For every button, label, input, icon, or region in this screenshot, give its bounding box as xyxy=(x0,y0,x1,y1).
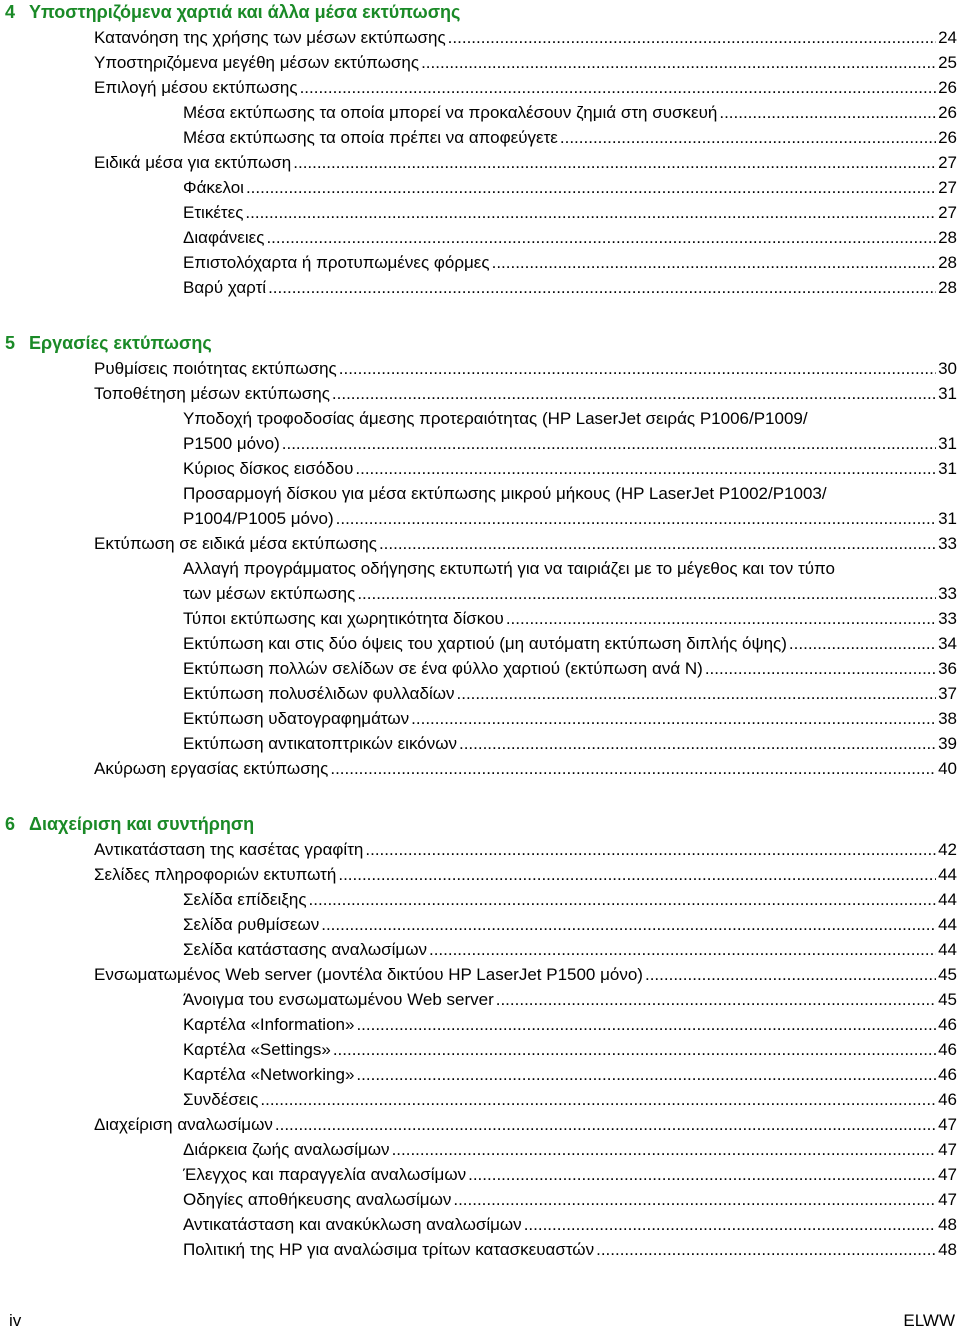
dot-leader xyxy=(421,50,936,75)
toc-entry-first-line[interactable]: Αλλαγή προγράμματος οδήγησης εκτυπωτή για να ταιριάζει με το μέγεθος και τον τύπο xyxy=(183,558,835,578)
toc-entry[interactable] xyxy=(0,606,960,631)
dot-leader xyxy=(645,962,936,987)
dot-leader xyxy=(355,456,936,481)
toc-entry-first-line[interactable]: Προσαρμογή δίσκου για μέσα εκτύπωσης μικρού μήκους (HP LaserJet P1002/P1003/ xyxy=(183,483,827,503)
toc-entry-page-number: 38 xyxy=(938,709,957,728)
dot-leader xyxy=(789,631,936,656)
dot-leader xyxy=(379,531,936,556)
toc-entry[interactable] xyxy=(0,887,960,912)
chapter-number: 5 xyxy=(5,333,16,353)
toc-entry[interactable] xyxy=(0,125,960,150)
dot-leader xyxy=(468,1162,936,1187)
toc-entry-page-number: 26 xyxy=(938,128,957,147)
toc-entry[interactable] xyxy=(0,631,960,656)
chapter-heading[interactable] xyxy=(0,0,960,25)
toc-entry-label: Εκτύπωση πολλών σελίδων σε ένα φύλλο χαρτιού (εκτύπωση ανά Ν) xyxy=(183,659,703,678)
dot-leader xyxy=(330,756,936,781)
toc-entry[interactable] xyxy=(0,431,960,456)
chapter-6 xyxy=(0,812,960,1262)
toc-entry[interactable] xyxy=(0,200,960,225)
dot-leader xyxy=(293,150,936,175)
dot-leader xyxy=(339,356,936,381)
dot-leader xyxy=(356,1012,936,1037)
dot-leader xyxy=(719,100,936,125)
chapter-title: Εργασίες εκτύπωσης xyxy=(29,333,212,353)
toc-entry[interactable] xyxy=(0,275,960,300)
toc-entry-page-number: 34 xyxy=(938,634,957,653)
toc-entry[interactable] xyxy=(0,987,960,1012)
chapter-number: 6 xyxy=(5,814,16,834)
toc-entry-page-number: 28 xyxy=(938,278,957,297)
toc-entry[interactable] xyxy=(0,681,960,706)
toc-entry[interactable] xyxy=(0,356,960,381)
toc-entry[interactable] xyxy=(0,756,960,781)
toc-entry-page-number: 37 xyxy=(938,684,957,703)
toc-entry-page-number: 28 xyxy=(938,228,957,247)
dot-leader xyxy=(266,225,936,250)
toc-entry[interactable] xyxy=(0,50,960,75)
toc-entry-label: Καρτέλα «Information» xyxy=(183,1015,355,1034)
toc-entry[interactable] xyxy=(0,1087,960,1112)
toc-entry-page-number: 45 xyxy=(938,965,957,984)
toc-entry-label: Φάκελοι xyxy=(183,178,244,197)
toc-entry-label: Μέσα εκτύπωσης τα οποία μπορεί να προκαλέσουν ζημιά στη συσκευή xyxy=(183,103,718,122)
toc-entry-label: Εκτύπωση υδατογραφημάτων xyxy=(183,709,410,728)
toc-entry[interactable] xyxy=(0,100,960,125)
toc-entry[interactable] xyxy=(0,1187,960,1212)
footer-page-label: iv xyxy=(9,1310,22,1330)
toc-entry-page-number: 27 xyxy=(938,153,957,172)
toc-entry-page-number: 47 xyxy=(938,1190,957,1209)
toc-entry-label: Διάρκεια ζωής αναλωσίμων xyxy=(183,1140,390,1159)
toc-entry-label: Καρτέλα «Networking» xyxy=(183,1065,355,1084)
toc-entry-label: Οδηγίες αποθήκευσης αναλωσίμων xyxy=(183,1190,452,1209)
toc-entry-label: Καρτέλα «Settings» xyxy=(183,1040,331,1059)
toc-entry-page-number: 42 xyxy=(938,840,957,859)
toc-entry[interactable] xyxy=(0,1037,960,1062)
toc-entry-label: Ετικέτες xyxy=(183,203,244,222)
toc-entry[interactable] xyxy=(0,1162,960,1187)
toc-entry-label: Εκτύπωση πολυσέλιδων φυλλαδίων xyxy=(183,684,455,703)
toc-entry-label: Αντικατάσταση και ανακύκλωση αναλωσίμων xyxy=(183,1215,522,1234)
toc-entry[interactable] xyxy=(0,75,960,100)
dot-leader xyxy=(496,987,936,1012)
toc-entry-page-number: 28 xyxy=(938,253,957,272)
toc-entry-label: P1500 μόνο) xyxy=(183,434,280,453)
toc-entry-label: Σελίδα κατάστασης αναλωσίμων xyxy=(183,940,427,959)
toc-entry-label: Αντικατάσταση της κασέτας γραφίτη xyxy=(94,840,364,859)
dot-leader xyxy=(260,1087,936,1112)
toc-entry-page-number: 26 xyxy=(938,103,957,122)
dot-leader xyxy=(357,581,936,606)
toc-entry-page-number: 44 xyxy=(938,865,957,884)
dot-leader xyxy=(596,1237,936,1262)
dot-leader xyxy=(356,1062,936,1087)
chapter-number: 4 xyxy=(5,2,16,22)
toc-entry-label: των μέσων εκτύπωσης xyxy=(183,584,356,603)
toc-entry-page-number: 47 xyxy=(938,1115,957,1134)
dot-leader xyxy=(282,431,936,456)
toc-entry[interactable] xyxy=(0,250,960,275)
toc-entry-page-number: 31 xyxy=(938,509,957,528)
toc-entry-page-number: 36 xyxy=(938,659,957,678)
toc-entry-page-number: 48 xyxy=(938,1240,957,1259)
toc-entry[interactable] xyxy=(0,1012,960,1037)
toc-entry-label: Μέσα εκτύπωσης τα οποία πρέπει να αποφεύγετε xyxy=(183,128,558,147)
toc-entry[interactable] xyxy=(0,531,960,556)
toc-entry[interactable] xyxy=(0,225,960,250)
toc-entry[interactable] xyxy=(0,506,960,531)
chapter-heading[interactable] xyxy=(0,812,960,837)
toc-entry-page-number: 45 xyxy=(938,990,957,1009)
dot-leader xyxy=(429,937,936,962)
toc-entry[interactable] xyxy=(0,837,960,862)
dot-leader xyxy=(705,656,936,681)
toc-entry[interactable] xyxy=(0,1137,960,1162)
toc-entry-label: Πολιτική της HP για αναλώσιμα τρίτων κατασκευαστών xyxy=(183,1240,595,1259)
toc-entry-label: Σελίδα επίδειξης xyxy=(183,890,307,909)
dot-leader xyxy=(448,25,936,50)
chapter-5 xyxy=(0,331,960,781)
toc-entry-label: Εκτύπωση σε ειδικά μέσα εκτύπωσης xyxy=(94,534,377,553)
chapter-title: Διαχείριση και συντήρηση xyxy=(29,814,255,834)
toc-entry-label: Συνδέσεις xyxy=(183,1090,259,1109)
dot-leader xyxy=(560,125,936,150)
toc-entry-label: Βαρύ χαρτί xyxy=(183,278,267,297)
chapter-4 xyxy=(0,0,960,300)
toc-entry-page-number: 33 xyxy=(938,609,957,628)
toc-entry-page-number: 44 xyxy=(938,915,957,934)
toc-entry-page-number: 27 xyxy=(938,178,957,197)
dot-leader xyxy=(245,200,936,225)
toc-entry[interactable] xyxy=(0,175,960,200)
toc-entry-page-number: 46 xyxy=(938,1015,957,1034)
dot-leader xyxy=(246,175,936,200)
toc-entry-page-number: 27 xyxy=(938,203,957,222)
toc-entry-label: Εκτύπωση αντικατοπτρικών εικόνων xyxy=(183,734,457,753)
dot-leader xyxy=(332,381,936,406)
toc-entry-page-number: 40 xyxy=(938,759,957,778)
dot-leader xyxy=(453,1187,936,1212)
toc-entry[interactable] xyxy=(0,862,960,887)
toc-entry-page-number: 25 xyxy=(938,53,957,72)
dot-leader xyxy=(336,506,936,531)
dot-leader xyxy=(275,1112,936,1137)
toc-entry-page-number: 46 xyxy=(938,1065,957,1084)
toc-entry[interactable] xyxy=(0,25,960,50)
toc-entry-page-number: 26 xyxy=(938,78,957,97)
toc-entry-page-number: 33 xyxy=(938,534,957,553)
chapter-title: Υποστηριζόμενα χαρτιά και άλλα μέσα εκτύπωσης xyxy=(29,2,461,22)
toc-entry-label: Υποστηριζόμενα μεγέθη μέσων εκτύπωσης xyxy=(94,53,420,72)
toc-entry-page-number: 31 xyxy=(938,384,957,403)
toc-entry-label: Άνοιγμα του ενσωματωμένου Web server xyxy=(183,990,494,1009)
dot-leader xyxy=(411,706,936,731)
toc-entry[interactable] xyxy=(0,731,960,756)
toc-entry[interactable] xyxy=(0,912,960,937)
toc-entry-label: Ειδικά μέσα για εκτύπωση xyxy=(94,153,292,172)
dot-leader xyxy=(392,1137,937,1162)
toc-entry-label: Διαφάνειες xyxy=(183,228,265,247)
toc-entry[interactable] xyxy=(0,962,960,987)
footer-doc-code: ELWW xyxy=(903,1310,955,1330)
dot-leader xyxy=(459,731,936,756)
dot-leader xyxy=(268,275,936,300)
page-footer xyxy=(0,1308,960,1333)
dot-leader xyxy=(309,887,937,912)
toc-entry-page-number: 46 xyxy=(938,1040,957,1059)
chapter-heading[interactable] xyxy=(0,331,960,356)
toc-entry-page-number: 44 xyxy=(938,940,957,959)
dot-leader xyxy=(506,606,936,631)
toc-entry-label: Εκτύπωση και στις δύο όψεις του χαρτιού (μη αυτόματη εκτύπωση διπλής όψης) xyxy=(183,634,787,653)
toc-entry-page-number: 48 xyxy=(938,1215,957,1234)
toc-entry-page-number: 47 xyxy=(938,1165,957,1184)
toc-entry-label: Σελίδες πληροφοριών εκτυπωτή xyxy=(94,865,337,884)
toc-entry[interactable] xyxy=(0,656,960,681)
dot-leader xyxy=(300,75,937,100)
toc-entry-label: Επιλογή μέσου εκτύπωσης xyxy=(94,78,298,97)
dot-leader xyxy=(338,862,936,887)
dot-leader xyxy=(321,912,936,937)
toc-entry-page-number: 30 xyxy=(938,359,957,378)
toc-entry-label: Διαχείριση αναλωσίμων xyxy=(94,1115,273,1134)
toc-entry-label: Ρυθμίσεις ποιότητας εκτύπωσης xyxy=(94,359,337,378)
toc-entry-first-line[interactable]: Υποδοχή τροφοδοσίας άμεσης προτεραιότητας (HP LaserJet σειράς P1006/P1009/ xyxy=(183,408,808,428)
toc-entry-label: Έλεγχος και παραγγελία αναλωσίμων xyxy=(183,1165,467,1184)
toc-entry[interactable] xyxy=(0,1212,960,1237)
toc-entry-page-number: 31 xyxy=(938,434,957,453)
toc-entry-page-number: 33 xyxy=(938,584,957,603)
toc-entry[interactable] xyxy=(0,1062,960,1087)
toc-entry-page-number: 31 xyxy=(938,459,957,478)
toc-entry[interactable] xyxy=(0,581,960,606)
toc-entry-label: Ενσωματωμένος Web server (μοντέλα δικτύου HP LaserJet P1500 μόνο) xyxy=(94,965,643,984)
toc-entry-label: Ακύρωση εργασίας εκτύπωσης xyxy=(94,759,329,778)
toc-entry-label: Τοποθέτηση μέσων εκτύπωσης xyxy=(94,384,330,403)
toc-entry[interactable] xyxy=(0,381,960,406)
toc-entry-page-number: 24 xyxy=(938,28,957,47)
dot-leader xyxy=(492,250,936,275)
toc-entry[interactable] xyxy=(0,456,960,481)
toc-entry-page-number: 39 xyxy=(938,734,957,753)
toc-entry-label: Κύριος δίσκος εισόδου xyxy=(183,459,354,478)
toc-entry-label: Επιστολόχαρτα ή προτυπωμένες φόρμες xyxy=(183,253,490,272)
toc-entry[interactable] xyxy=(0,937,960,962)
toc-entry-page-number: 46 xyxy=(938,1090,957,1109)
dot-leader xyxy=(457,681,937,706)
toc-entry[interactable] xyxy=(0,150,960,175)
toc-entry-page-number: 47 xyxy=(938,1140,957,1159)
toc-entry-label: Κατανόηση της χρήσης των μέσων εκτύπωσης xyxy=(94,28,446,47)
dot-leader xyxy=(365,837,936,862)
toc-entry-label: Σελίδα ρυθμίσεων xyxy=(183,915,320,934)
toc-entry[interactable] xyxy=(0,706,960,731)
dot-leader xyxy=(333,1037,936,1062)
toc-entry-label: Τύποι εκτύπωσης και χωρητικότητα δίσκου xyxy=(183,609,504,628)
toc-entry-label: P1004/P1005 μόνο) xyxy=(183,509,334,528)
toc-entry[interactable] xyxy=(0,1112,960,1137)
dot-leader xyxy=(524,1212,936,1237)
toc-entry-page-number: 44 xyxy=(938,890,957,909)
toc-entry[interactable] xyxy=(0,1237,960,1262)
